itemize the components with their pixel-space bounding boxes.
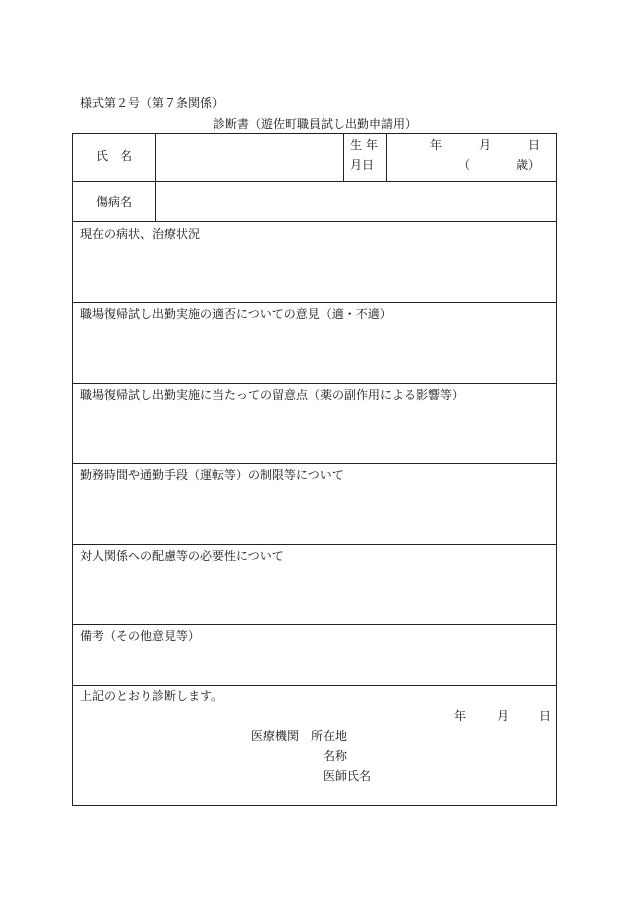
table-border-right (556, 133, 557, 806)
section-suitability-field[interactable] (74, 325, 555, 381)
section-condition-field[interactable] (74, 245, 555, 300)
section-precautions-field[interactable] (74, 406, 555, 461)
table-border-top (72, 133, 557, 134)
name-label: 氏名 (96, 149, 145, 163)
section-interpersonal-field[interactable] (74, 567, 555, 622)
section-suitability-label: 職場復帰試し出勤実施の適否についての意見（適・不適） (80, 307, 392, 321)
section-interpersonal-label: 対人関係への配慮等の必要性について (80, 549, 284, 563)
birth-column-divider (343, 133, 344, 182)
injury-field[interactable] (157, 183, 555, 220)
row-divider (72, 221, 557, 222)
table-border-bottom (72, 805, 557, 806)
section-condition-label: 現在の病状、治療状況 (80, 227, 201, 241)
certification-day: 日 (539, 709, 552, 723)
row-divider (72, 544, 557, 545)
row-divider (72, 181, 557, 182)
birth-label-bottom: 月日 (350, 158, 375, 172)
birth-label-top: 生 年 (350, 138, 378, 152)
row-divider (72, 685, 557, 686)
name-field[interactable] (157, 135, 342, 180)
institution-address-label: 所在地 (311, 729, 348, 743)
injury-label: 傷病名 (96, 195, 133, 209)
document-title: 診断書（遊佐町職員試し出勤申請用） (212, 117, 417, 131)
birth-year: 年 (430, 138, 443, 152)
section-remarks-field[interactable] (74, 647, 555, 683)
institution-name-label: 名称 (323, 749, 348, 763)
birth-day: 日 (528, 138, 541, 152)
signature-field[interactable] (375, 727, 553, 799)
row-divider (72, 463, 557, 464)
row-divider (72, 383, 557, 384)
section-work-restrictions-label: 勤務時間や通勤手段（運転等）の制限等について (80, 468, 344, 482)
row-divider (72, 302, 557, 303)
birth-month: 月 (479, 138, 492, 152)
birth-value-divider (386, 133, 387, 182)
certification-month: 月 (497, 709, 510, 723)
birth-date-field[interactable] (388, 135, 555, 180)
section-precautions-label: 職場復帰試し出勤実施に当たっての留意点（薬の副作用による影響等） (80, 388, 465, 402)
certification-statement: 上記のとおり診断します。 (80, 689, 224, 703)
form-number: 様式第２号（第７条関係） (80, 96, 225, 110)
age-close: 歳） (516, 158, 541, 172)
certification-year: 年 (454, 709, 467, 723)
doctor-name-label: 医師氏名 (323, 769, 372, 783)
row-divider (72, 624, 557, 625)
institution-label: 医療機関 (251, 729, 300, 743)
age-open-paren: （ (458, 158, 471, 172)
label-column-divider (155, 133, 156, 222)
section-remarks-label: 備考（その他意見等） (80, 629, 201, 643)
table-border-left (72, 133, 73, 806)
section-work-restrictions-field[interactable] (74, 486, 555, 542)
